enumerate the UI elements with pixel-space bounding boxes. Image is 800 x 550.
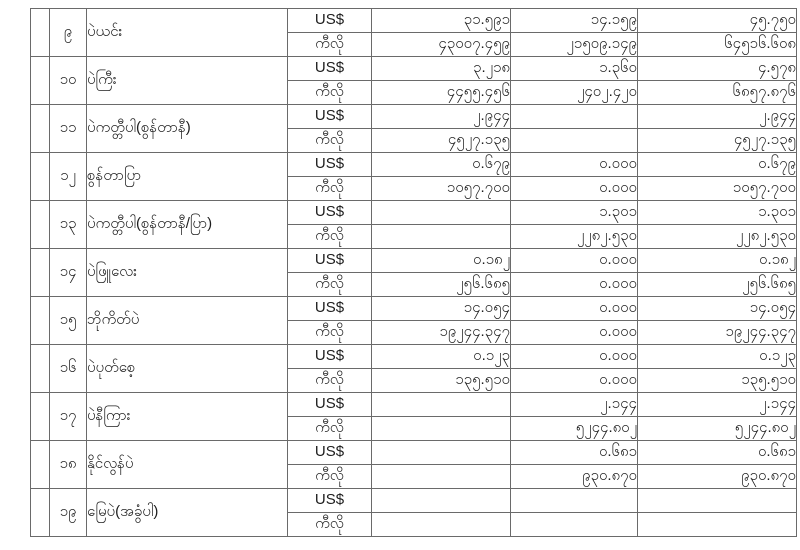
table-row xyxy=(31,9,797,33)
unit-kilo-label: ကီလို xyxy=(288,369,372,393)
margin-cell xyxy=(31,57,50,105)
margin-cell xyxy=(31,105,50,153)
usd-value-col1: ၂.၉၄၄ xyxy=(372,105,511,129)
kilo-value-col1 xyxy=(372,225,511,249)
unit-usd-label: US$ xyxy=(288,441,372,465)
usd-value-col3: ၀.၁၂၃ xyxy=(638,345,797,369)
kilo-value-col3 xyxy=(638,513,797,537)
item-name: စွန်တာပြာ xyxy=(87,153,288,201)
kilo-value-col1 xyxy=(372,417,511,441)
usd-value-col2: ၁.၃၆၀ xyxy=(511,57,638,81)
usd-value-col3: ၄၅.၇၅၀ xyxy=(638,9,797,33)
unit-kilo-label: ကီလို xyxy=(288,321,372,345)
kilo-value-col2: ၂၁၅၀၉.၁၄၉ xyxy=(511,33,638,57)
item-name: ပဲကတ္တီပါ(စွန်တာနီ) xyxy=(87,105,288,153)
table-row xyxy=(31,201,797,225)
kilo-value-col3: ၂၂၈၂.၅၃၀ xyxy=(638,225,797,249)
usd-value-col3: ၄.၅၇၈ xyxy=(638,57,797,81)
kilo-value-col1 xyxy=(372,465,511,489)
usd-value-col2 xyxy=(511,105,638,129)
usd-value-col3: ၁.၃၀၁ xyxy=(638,201,797,225)
kilo-value-col2: ၂၂၈၂.၅၃၀ xyxy=(511,225,638,249)
kilo-value-col2: ၉၃၀.၈၇၀ xyxy=(511,465,638,489)
item-name: ဘိုကိတ်ပဲ xyxy=(87,297,288,345)
usd-value-col2: ၂.၁၄၄ xyxy=(511,393,638,417)
table-row xyxy=(31,249,797,273)
table-row xyxy=(31,393,797,417)
unit-kilo-label: ကီလို xyxy=(288,33,372,57)
margin-cell xyxy=(31,9,50,57)
kilo-value-col3: ၂၅၆.၆၈၅ xyxy=(638,273,797,297)
kilo-value-col2 xyxy=(511,129,638,153)
item-name: မြေပဲ(အခွံပါ) xyxy=(87,489,288,537)
usd-value-col1: ၀.၆၇၉ xyxy=(372,153,511,177)
kilo-value-col1: ၄၄၅၅.၄၅၆ xyxy=(372,81,511,105)
usd-value-col3: ၀.၆၇၉ xyxy=(638,153,797,177)
usd-value-col3: ၀.၆၈၁ xyxy=(638,441,797,465)
kilo-value-col2: ၀.၀၀၀ xyxy=(511,177,638,201)
table-row xyxy=(31,297,797,321)
unit-usd-label: US$ xyxy=(288,9,372,33)
table-row xyxy=(31,105,797,129)
margin-cell xyxy=(31,441,50,489)
margin-cell xyxy=(31,489,50,537)
usd-value-col2: ၀.၆၈၁ xyxy=(511,441,638,465)
usd-value-col2: ၀.၀၀၀ xyxy=(511,153,638,177)
table-row xyxy=(31,441,797,465)
unit-usd-label: US$ xyxy=(288,297,372,321)
kilo-value-col3: ၄၅၂၇.၁၃၅ xyxy=(638,129,797,153)
table-row xyxy=(31,153,797,177)
kilo-value-col1: ၁၀၅၇.၇၀၀ xyxy=(372,177,511,201)
item-number: ၁၄ xyxy=(50,249,87,297)
kilo-value-col2: ၅၂၄၄.၈၀၂ xyxy=(511,417,638,441)
kilo-value-col2: ၀.၀၀၀ xyxy=(511,321,638,345)
item-number: ၁၅ xyxy=(50,297,87,345)
unit-usd-label: US$ xyxy=(288,57,372,81)
kilo-value-col3: ၆၈၅၇.၈၇၆ xyxy=(638,81,797,105)
kilo-value-col3: ၅၂၄၄.၈၀၂ xyxy=(638,417,797,441)
usd-value-col2: ၀.၀၀၀ xyxy=(511,297,638,321)
kilo-value-col1: ၁၃၅.၅၁၀ xyxy=(372,369,511,393)
margin-cell xyxy=(31,249,50,297)
item-number: ၁၉ xyxy=(50,489,87,537)
kilo-value-col3: ၁၃၅.၅၁၀ xyxy=(638,369,797,393)
item-name: ပဲကတ္တီပါ(စွန်တာနီ/ပြာ) xyxy=(87,201,288,249)
kilo-value-col2: ၀.၀၀၀ xyxy=(511,273,638,297)
unit-kilo-label: ကီလို xyxy=(288,465,372,489)
item-number: ၁၀ xyxy=(50,57,87,105)
usd-value-col3: ၀.၁၈၂ xyxy=(638,249,797,273)
item-name: နိုင်လွန်ပဲ xyxy=(87,441,288,489)
margin-cell xyxy=(31,153,50,201)
table-row xyxy=(31,489,797,513)
usd-value-col3: ၁၄.၀၅၄ xyxy=(638,297,797,321)
item-number: ၁၁ xyxy=(50,105,87,153)
kilo-value-col2: ၂၄၀၂.၄၂၀ xyxy=(511,81,638,105)
unit-usd-label: US$ xyxy=(288,249,372,273)
kilo-value-col3: ၉၃၀.၈၇၀ xyxy=(638,465,797,489)
unit-kilo-label: ကီလို xyxy=(288,225,372,249)
usd-value-col1 xyxy=(372,201,511,225)
margin-cell xyxy=(31,297,50,345)
unit-usd-label: US$ xyxy=(288,153,372,177)
unit-kilo-label: ကီလို xyxy=(288,417,372,441)
usd-value-col1 xyxy=(372,393,511,417)
usd-value-col1: ၀.၁၂၃ xyxy=(372,345,511,369)
kilo-value-col1: ၄၅၂၇.၁၃၅ xyxy=(372,129,511,153)
margin-cell xyxy=(31,393,50,441)
kilo-value-col3: ၁၉၂၄၄.၃၄၇ xyxy=(638,321,797,345)
item-name: ပဲနီကြား xyxy=(87,393,288,441)
item-name: ပဲကြီး xyxy=(87,57,288,105)
unit-usd-label: US$ xyxy=(288,393,372,417)
usd-value-col2: ၁.၃၀၁ xyxy=(511,201,638,225)
unit-kilo-label: ကီလို xyxy=(288,129,372,153)
kilo-value-col1: ၄၃၀၀၇.၄၅၉ xyxy=(372,33,511,57)
margin-cell xyxy=(31,201,50,249)
usd-value-col1 xyxy=(372,489,511,513)
kilo-value-col1 xyxy=(372,513,511,537)
unit-kilo-label: ကီလို xyxy=(288,81,372,105)
kilo-value-col3: ၁၀၅၇.၇၀၀ xyxy=(638,177,797,201)
kilo-value-col1: ၂၅၆.၆၈၅ xyxy=(372,273,511,297)
unit-kilo-label: ကီလို xyxy=(288,273,372,297)
usd-value-col3: ၂.၁၄၄ xyxy=(638,393,797,417)
table-row xyxy=(31,57,797,81)
usd-value-col3: ၂.၉၄၄ xyxy=(638,105,797,129)
table-row xyxy=(31,345,797,369)
usd-value-col2: ၀.၀၀၀ xyxy=(511,249,638,273)
commodity-export-table xyxy=(30,8,797,537)
usd-value-col1: ၃၁.၅၉၁ xyxy=(372,9,511,33)
kilo-value-col2 xyxy=(511,513,638,537)
usd-value-col2: ၁၄.၁၅၉ xyxy=(511,9,638,33)
usd-value-col1 xyxy=(372,441,511,465)
item-name: ပဲဖြူလေး xyxy=(87,249,288,297)
kilo-value-col1: ၁၉၂၄၄.၃၄၇ xyxy=(372,321,511,345)
margin-cell xyxy=(31,345,50,393)
item-number: ၉ xyxy=(50,9,87,57)
kilo-value-col2: ၀.၀၀၀ xyxy=(511,369,638,393)
item-number: ၁၈ xyxy=(50,441,87,489)
unit-kilo-label: ကီလို xyxy=(288,177,372,201)
usd-value-col1: ၃.၂၁၈ xyxy=(372,57,511,81)
unit-usd-label: US$ xyxy=(288,489,372,513)
usd-value-col2 xyxy=(511,489,638,513)
kilo-value-col3: ၆၄၅၁၆.၆၀၈ xyxy=(638,33,797,57)
item-name: ပဲယင်း xyxy=(87,9,288,57)
unit-usd-label: US$ xyxy=(288,105,372,129)
unit-usd-label: US$ xyxy=(288,201,372,225)
usd-value-col3 xyxy=(638,489,797,513)
usd-value-col2: ၀.၀၀၀ xyxy=(511,345,638,369)
item-number: ၁၃ xyxy=(50,201,87,249)
item-number: ၁၇ xyxy=(50,393,87,441)
item-number: ၁၆ xyxy=(50,345,87,393)
usd-value-col1: ၀.၁၈၂ xyxy=(372,249,511,273)
item-number: ၁၂ xyxy=(50,153,87,201)
unit-kilo-label: ကီလို xyxy=(288,513,372,537)
item-name: ပဲပုတ်စေ့ xyxy=(87,345,288,393)
unit-usd-label: US$ xyxy=(288,345,372,369)
usd-value-col1: ၁၄.၀၅၄ xyxy=(372,297,511,321)
